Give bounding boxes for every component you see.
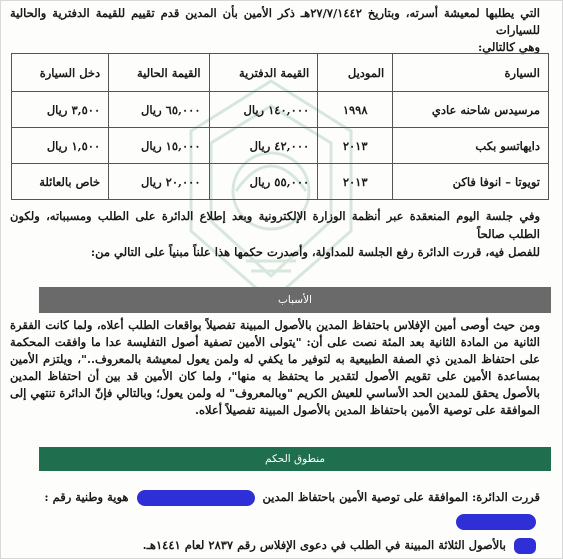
redacted-id-tail (514, 538, 536, 554)
vehicles-table (11, 53, 549, 200)
header-vehicle: السيارة (393, 54, 549, 92)
intro-paragraph (10, 5, 540, 56)
cell-vehicle: دايهاتسو بكب (393, 128, 549, 164)
cell-book-value: ٥٥,٠٠٠ ريال (209, 164, 318, 200)
intro-line-1: التي يطلبها لمعيشة أسرته، وبتاريخ ٢٧/٧/١٤٤٢هـ ذكر الأمين بأن المدين قدم تقييم للقيمة الدفترية والحالية للسيارات (10, 6, 540, 37)
cell-model: ١٩٩٨ (318, 92, 393, 128)
session-line-2: للفصل فيه، قررت الدائرة رفع الجلسة للمداولة، وأصدرت حكمها هذا علناً مبنياً على التالي من: (90, 245, 540, 259)
cell-model: ٢٠١٣ (318, 128, 393, 164)
session-paragraph (10, 207, 540, 261)
table-row (12, 164, 549, 200)
cell-model: ٢٠١٣ (318, 164, 393, 200)
verdict-text-2: هوية وطنية رقم : (44, 490, 129, 504)
intro-line-2: وهي كالتالي: (478, 40, 540, 54)
cell-vehicle-income: ٣,٥٠٠ ريال (12, 92, 109, 128)
verdict-text-3: بالأصول الثلاثة المبينة في الطلب في دعوى الإفلاس رقم ٢٨٣٧ لعام ١٤٤١هـ. (142, 538, 506, 552)
verdict-section-header: منطوق الحكم (39, 447, 551, 471)
cell-current-value: ٦٥,٠٠٠ ريال (109, 92, 209, 128)
header-book-value: القيمة الدفترية (209, 54, 318, 92)
header-vehicle-income: دخل السيارة (12, 54, 109, 92)
cell-vehicle-income: خاص بالعائلة (12, 164, 109, 200)
cell-vehicle: مرسيدس شاحنه عادي (393, 92, 549, 128)
cell-current-value: ٢٠,٠٠٠ ريال (109, 164, 209, 200)
cell-vehicle-income: ١,٥٠٠ ريال (12, 128, 109, 164)
header-current-value: القيمة الحالية (109, 54, 209, 92)
cell-vehicle: تويوتا – انوفا فاكن (393, 164, 549, 200)
cell-book-value: ٤٢,٠٠٠ ريال (209, 128, 318, 164)
table-header-row (12, 54, 549, 92)
redacted-name (137, 490, 255, 506)
cell-current-value: ١٥,٠٠٠ ريال (109, 128, 209, 164)
verdict-paragraph (10, 485, 540, 557)
table-row (12, 128, 549, 164)
session-line-1: وفي جلسة اليوم المنعقدة عبر أنظمة الوزارة الإلكترونية وبعد إطلاع الدائرة على الطلب ومسبباته، ولكون الطلب صالحاً (10, 209, 540, 241)
redacted-id-number (456, 514, 536, 530)
table-row (12, 92, 549, 128)
reasons-section-header: الأسباب (39, 287, 551, 313)
cell-book-value: ١٤٠,٠٠٠ ريال (209, 92, 318, 128)
verdict-text-1: قررت الدائرة: الموافقة على توصية الأمين باحتفاظ المدين (262, 490, 540, 504)
header-model: الموديل (318, 54, 393, 92)
reasons-paragraph: ومن حيث أوصى أمين الإفلاس باحتفاظ المدين بالأصول المبينة تفصيلاً بواقعات الطلب أعلاه، ولما كانت الفقرة الثانية من المادة الثانية بعد المئة نصت على أن: "يتولى الأمين تصفية أصول التفليسة عدا ما وافقت المحكمة على احتفاظ المدين ذي الصفة الطبيعية به لتوفير ما يكفي له ولمن يعول لمعيشة بالمعروف.."، ويلتزم الأمين بمساعدة الأمين على تقويم الأصول لتقدير ما يحتفظ به منها"، ولما كان الأمين قد بين أن احتفاظ المدين بالأصول يحقق للمدين الحد الأساسي للعيش الكريم "وبالمعروف" له ولمن يعول؛ وبالتالي فإنّ الدائرة تنتهي إلى الموافقة على توصية الأمين باحتفاظ المدين بالأصول المبينة تفصيلاً أعلاه. (10, 318, 540, 417)
